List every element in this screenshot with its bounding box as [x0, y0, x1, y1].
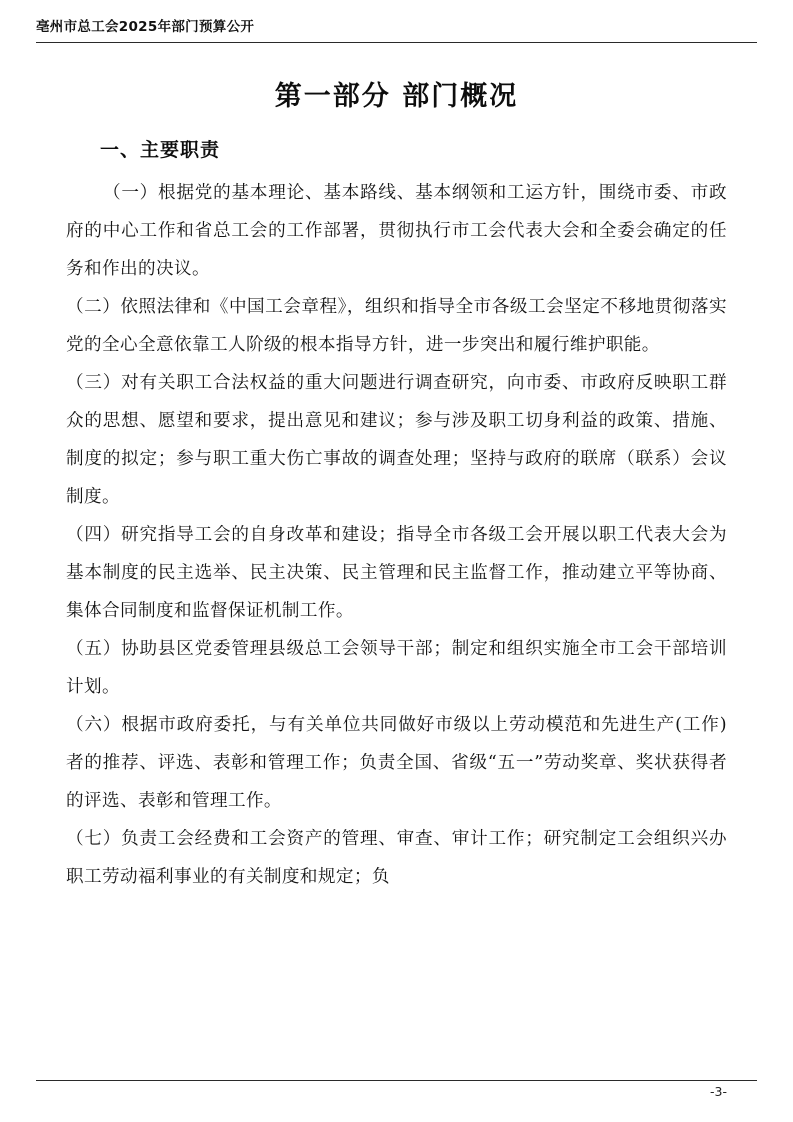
- document-body: [66, 62, 727, 896]
- page-number: -3-: [710, 1084, 727, 1099]
- paragraph-2: （二）依照法律和《中国工会章程》，组织和指导全市各级工会坚定不移地贯彻落实党的全心全意依靠工人阶级的根本指导方针，进一步突出和履行维护职能。: [66, 297, 727, 355]
- header-title: 亳州市总工会2025年部门预算公开: [36, 19, 255, 35]
- paragraph-6: （六）根据市政府委托，与有关单位共同做好市级以上劳动模范和先进生产(工作)者的推荐、评选、表彰和管理工作；负责全国、省级“五一”劳动奖章、奖状获得者的评选、表彰和管理工作。: [66, 715, 727, 811]
- paragraph-7: （七）负责工会经费和工会资产的管理、审查、审计工作；研究制定工会组织兴办职工劳动福利事业的有关制度和规定；负: [66, 829, 727, 887]
- paragraph-1: （一）根据党的基本理论、基本路线、基本纲领和工运方针，围绕市委、市政府的中心工作和省总工会的工作部署，贯彻执行市工会代表大会和全委会确定的任务和作出的决议。: [66, 183, 727, 279]
- section-heading: 一、主要职责: [100, 139, 221, 161]
- paragraph-5: （五）协助县区党委管理县级总工会领导干部；制定和组织实施全市工会干部培训计划。: [66, 639, 727, 697]
- page-footer: [66, 1080, 727, 1104]
- page-title: 第一部分 部门概况: [274, 81, 519, 112]
- paragraph-4: （四）研究指导工会的自身改革和建设；指导全市各级工会开展以职工代表大会为基本制度的民主选举、民主决策、民主管理和民主监督工作，推动建立平等协商、集体合同制度和监督保证机制工作。: [66, 525, 727, 621]
- page-header: [36, 18, 757, 48]
- footer-divider: [36, 1080, 757, 1081]
- header-divider: [36, 42, 757, 43]
- paragraph-3: （三）对有关职工合法权益的重大问题进行调查研究，向市委、市政府反映职工群众的思想、愿望和要求，提出意见和建议；参与涉及职工切身利益的政策、措施、制度的拟定；参与职工重大伤亡事故的调查处理；坚持与政府的联席（联系）会议制度。: [66, 373, 727, 507]
